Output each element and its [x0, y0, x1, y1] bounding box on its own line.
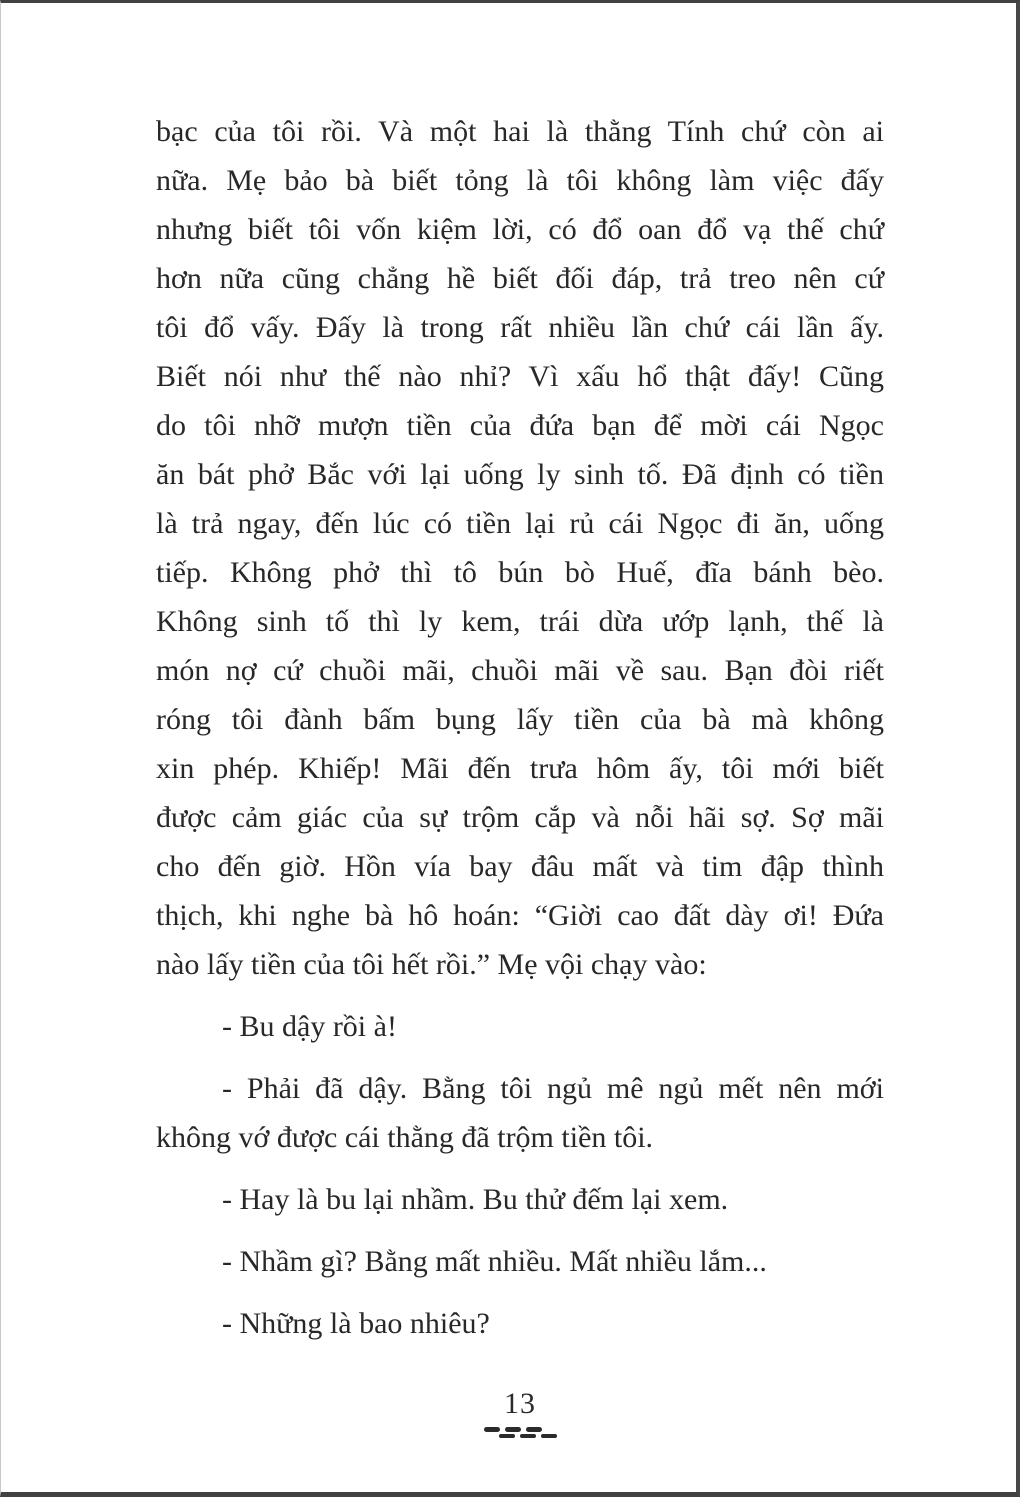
text-line: - Bu dậy rồi à!: [222, 1010, 397, 1043]
narrative-paragraph: [156, 107, 884, 989]
dialogue-paragraph: [156, 1064, 884, 1162]
dash-icon: [484, 1427, 500, 1432]
text-line: nào lấy tiền của tôi hết rồi.” Mẹ vội chạy vào:: [156, 948, 707, 981]
text-line: - Những là bao nhiêu?: [222, 1307, 490, 1340]
text-line: thịch, khi nghe bà hô hoán: “Giời cao đất dày ơi! Đứa: [156, 899, 884, 932]
dash-icon: [526, 1427, 542, 1432]
dash-icon: [541, 1434, 557, 1439]
page-number: 13: [504, 1387, 536, 1420]
text-line: do tôi nhỡ mượn tiền của đứa bạn để mời cái Ngọc: [156, 409, 884, 442]
text-line: cho đến giờ. Hồn vía bay đâu mất và tim đập thình: [156, 850, 884, 883]
text-line: không vớ được cái thằng đã trộm tiền tôi.: [156, 1121, 654, 1154]
dialogue-paragraph: [156, 1237, 884, 1286]
dash-icon: [520, 1434, 536, 1439]
dialogue-paragraph: [156, 1299, 884, 1348]
dialogue-paragraph: [156, 1002, 884, 1051]
text-line: là trả ngay, đến lúc có tiền lại rủ cái Ngọc đi ăn, uống: [156, 507, 884, 540]
text-line: tôi đổ vấy. Đấy là trong rất nhiều lần chứ cái lần ấy.: [156, 311, 884, 344]
text-line: ăn bát phở Bắc với lại uống ly sinh tố. Đã định có tiền: [156, 458, 884, 491]
page-footer: [156, 1387, 884, 1438]
page-ornament: [484, 1427, 557, 1438]
text-line: hơn nữa cũng chẳng hề biết đối đáp, trả treo nên cứ: [156, 262, 884, 295]
ornament-row: [499, 1434, 557, 1439]
text-line: - Hay là bu lại nhầm. Bu thử đếm lại xem.: [222, 1183, 729, 1216]
text-line: được cảm giác của sự trộm cắp và nỗi hãi sợ. Sợ mãi: [156, 801, 884, 834]
text-line: tiếp. Không phở thì tô bún bò Huế, đĩa bánh bèo.: [156, 556, 884, 589]
dash-icon: [505, 1427, 521, 1432]
text-line: nhưng biết tôi vốn kiệm lời, có đổ oan đổ vạ thế chứ: [156, 213, 884, 246]
text-line: nữa. Mẹ bảo bà biết tỏng là tôi không làm việc đấy: [156, 164, 884, 197]
text-line: róng tôi đành bấm bụng lấy tiền của bà mà không: [156, 703, 884, 736]
text-line: bạc của tôi rồi. Và một hai là thằng Tính chứ còn ai: [156, 115, 884, 148]
text-line: xin phép. Khiếp! Mãi đến trưa hôm ấy, tôi mới biết: [156, 752, 884, 785]
page-text: [156, 107, 884, 1348]
ornament-row: [484, 1427, 557, 1432]
text-line: Không sinh tố thì ly kem, trái dừa ướp lạnh, thế là: [156, 605, 884, 638]
dash-icon: [499, 1434, 515, 1439]
text-line: - Nhầm gì? Bằng mất nhiều. Mất nhiều lắm...: [222, 1245, 767, 1278]
text-line: món nợ cứ chuồi mãi, chuồi mãi về sau. Bạn đòi riết: [156, 654, 884, 687]
text-line: - Phải đã dậy. Bằng tôi ngủ mê ngủ mết nên mới: [222, 1072, 884, 1105]
text-line: Biết nói như thế nào nhỉ? Vì xấu hổ thật đấy! Cũng: [156, 360, 884, 393]
dialogue-paragraph: [156, 1175, 884, 1224]
